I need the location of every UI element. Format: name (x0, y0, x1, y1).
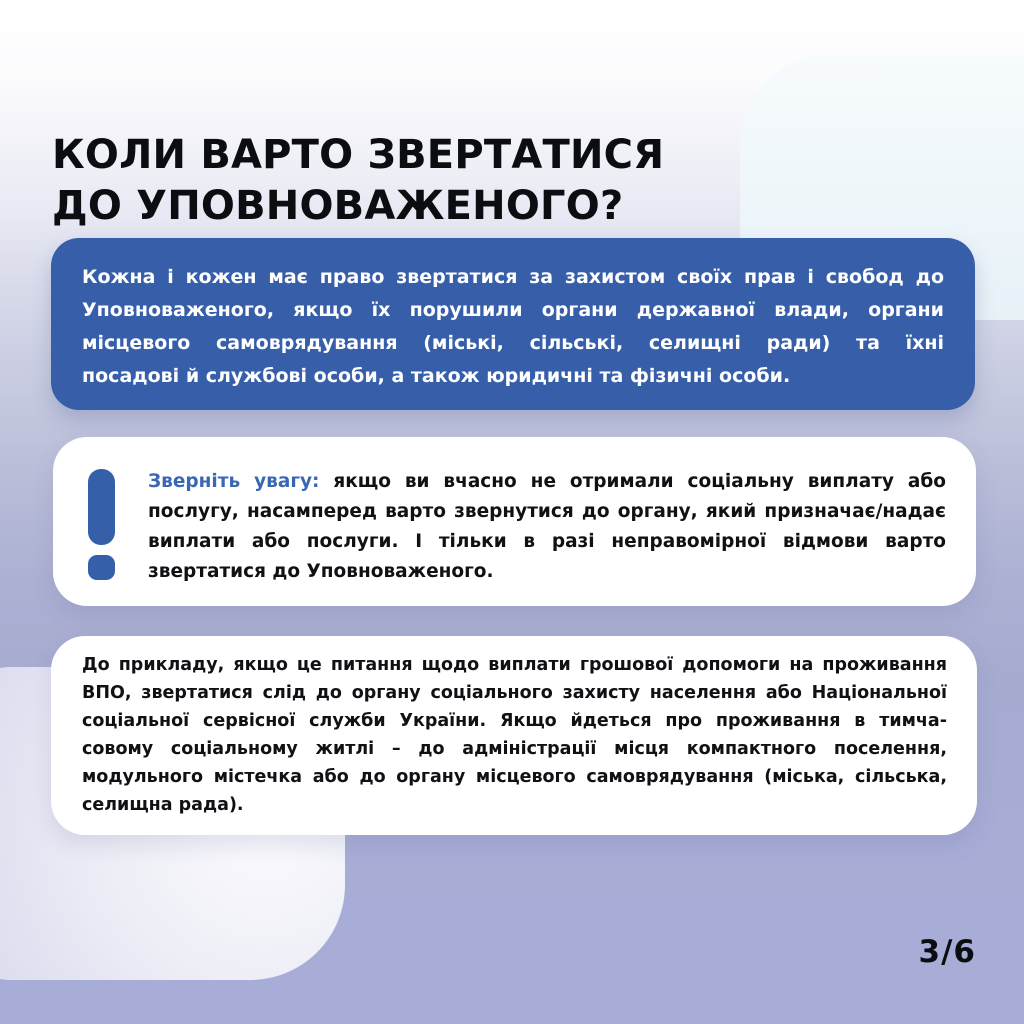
text-line: селищна рада). (82, 795, 244, 815)
text-line: звертатися до Уповноваженого. (148, 561, 494, 582)
exclamation-icon-dot (88, 555, 115, 580)
notice-card-text (148, 467, 946, 587)
text-line: послугу, насамперед варто звернутися до органу, який призначає/надає (148, 501, 946, 522)
page-title-line2: ДО УПОВНОВАЖЕНОГО? (52, 182, 624, 229)
text-line: посадові й службові особи, а також юридичні та фізичні особи. (82, 365, 791, 387)
intro-card-text (82, 261, 944, 393)
text-line: місцевого самоврядування (міські, сільські, селищні ради) та їхні (82, 332, 944, 354)
page-number: 3/6 (918, 934, 976, 970)
notice-card (53, 437, 976, 606)
example-card (51, 636, 977, 835)
text-line: соціальної сервісної служби України. Якщо йдеться про проживання в тимча- (82, 711, 947, 731)
page-title-line1: КОЛИ ВАРТО ЗВЕРТАТИСЯ (52, 131, 665, 178)
text-line: модульного містечка або до органу місцевого самоврядування (міська, сільська, (82, 767, 947, 787)
text-line: Уповноваженого, якщо їх порушили органи державної влади, органи (82, 299, 944, 321)
intro-card (51, 238, 975, 410)
text-line: До прикладу, якщо це питання щодо виплати грошової допомоги на проживання (82, 655, 947, 675)
page-title (52, 130, 664, 232)
text-line: Кожна і кожен має право звертатися за захистом своїх прав і свобод до (82, 266, 944, 288)
notice-label: Зверніть увагу: (148, 471, 320, 492)
exclamation-icon (88, 469, 115, 545)
notice-card-more-lines (148, 497, 946, 587)
text-line (148, 467, 946, 497)
text-line: ВПО, звертатися слід до органу соціального захисту населення або Національної (82, 683, 947, 703)
notice-first-line-rest: якщо ви вчасно не отримали соціальну виплату або (333, 471, 946, 492)
text-line: виплати або послуги. І тільки в разі неправомірної відмови варто (148, 531, 946, 552)
example-card-text (82, 651, 947, 819)
text-line: совому соціальному житлі – до адміністрації місця компактного поселення, (82, 739, 947, 759)
